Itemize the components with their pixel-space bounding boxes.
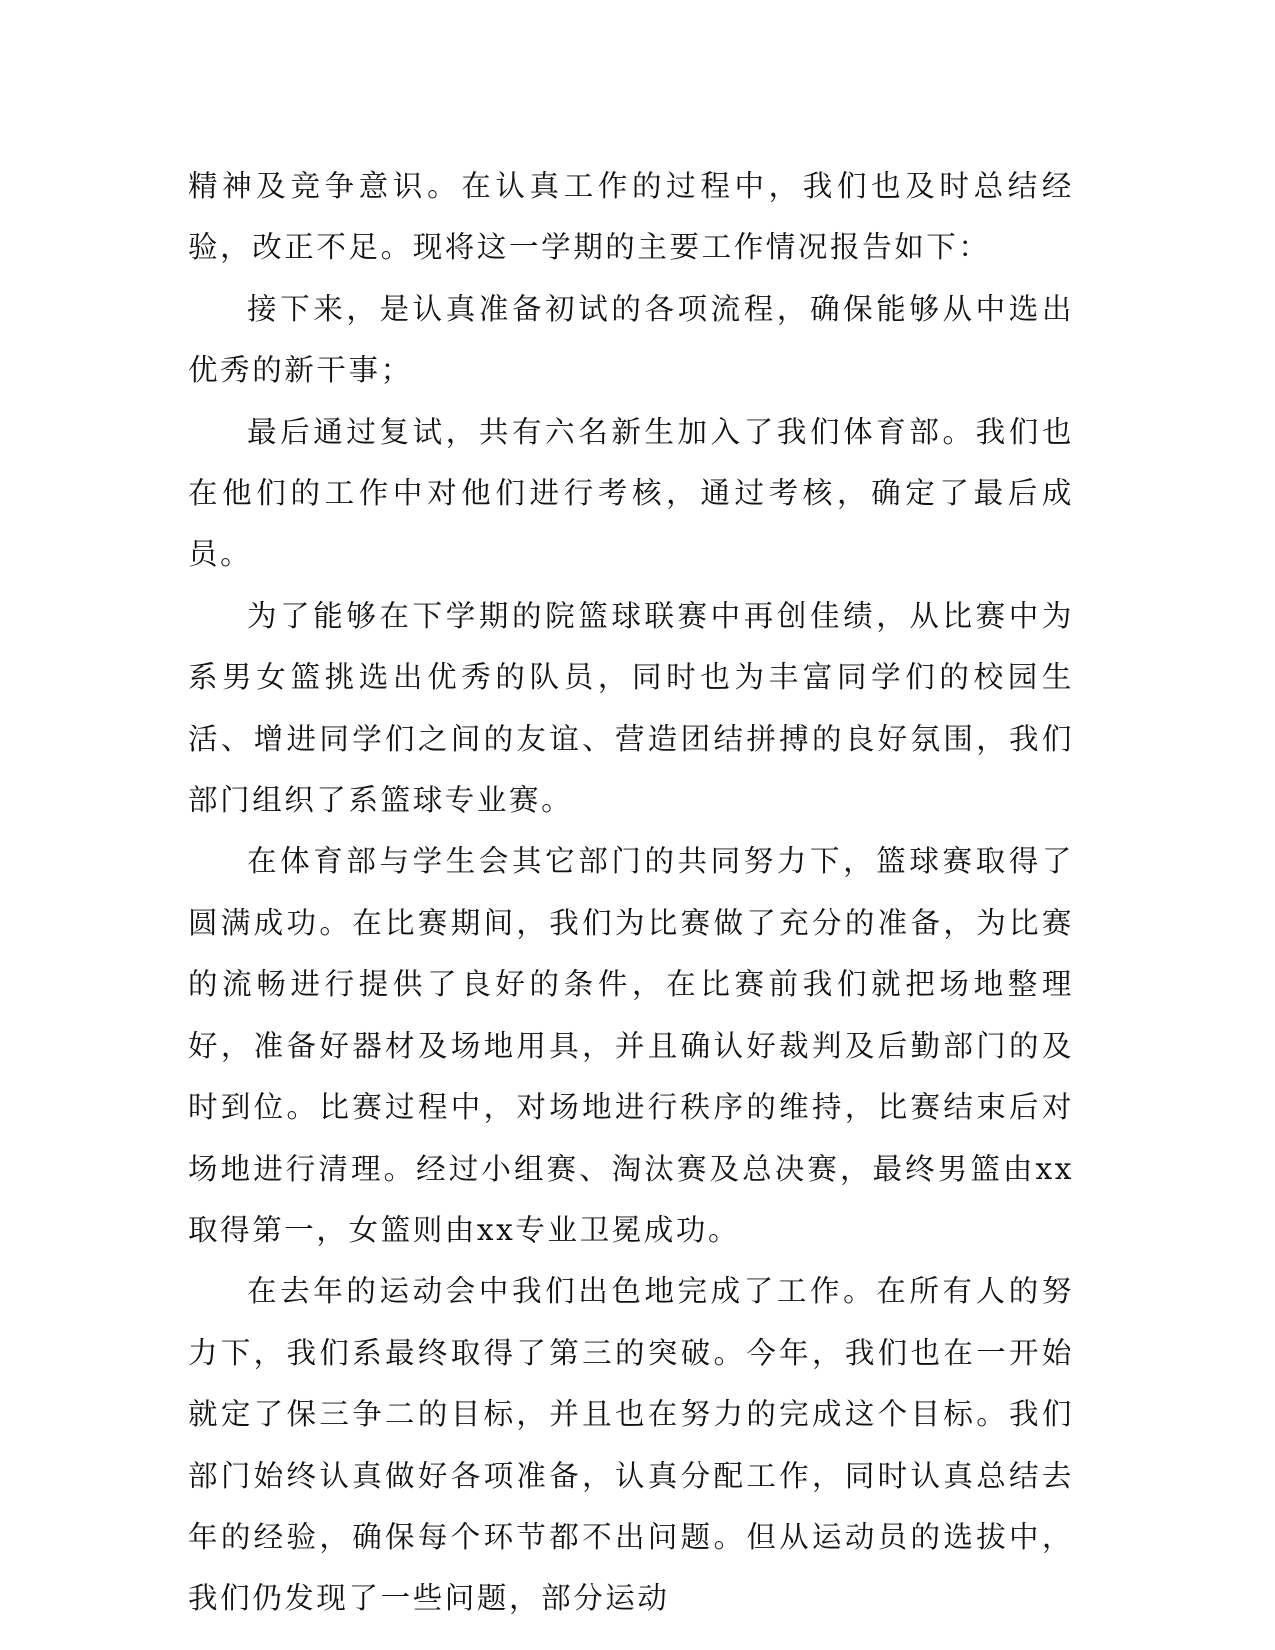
paragraph-5: 在体育部与学生会其它部门的共同努力下，篮球赛取得了圆满成功。在比赛期间，我们为比赛做了充分的准备，为比赛的流畅进行提供了良好的条件，在比赛前我们就把场地整理好，准备好器材及场地用具，并且确认好裁判及后勤部门的及时到位。比赛过程中，对场地进行秩序的维持，比赛结束后对场地进行清理。经过小组赛、淘汰赛及总决赛，最终男篮由xx取得第一，女篮则由xx专业卫冕成功。	[188, 844, 1074, 1247]
document-body	[188, 156, 1074, 1630]
paragraph-2: 接下来，是认真准备初试的各项流程，确保能够从中选出优秀的新干事；	[188, 291, 1074, 388]
paragraph-6: 在去年的运动会中我们出色地完成了工作。在所有人的努力下，我们系最终取得了第三的突破。今年，我们也在一开始就定了保三争二的目标，并且也在努力的完成这个目标。我们部门始终认真做好各项准备，认真分配工作，同时认真总结去年的经验，确保每个环节都不出问题。但从运动员的选拔中，我们仍发现了一些问题，部分运动	[188, 1274, 1074, 1616]
paragraph-3: 最后通过复试，共有六名新生加入了我们体育部。我们也在他们的工作中对他们进行考核，通过考核，确定了最后成员。	[188, 414, 1074, 572]
paragraph-1: 精神及竞争意识。在认真工作的过程中，我们也及时总结经验，改正不足。现将这一学期的主要工作情况报告如下：	[188, 169, 1074, 265]
paragraph-4: 为了能够在下学期的院篮球联赛中再创佳绩，从比赛中为系男女篮挑选出优秀的队员，同时也为丰富同学们的校园生活、增进同学们之间的友谊、营造团结拼搏的良好氛围，我们部门组织了系篮球专业赛。	[188, 598, 1074, 818]
